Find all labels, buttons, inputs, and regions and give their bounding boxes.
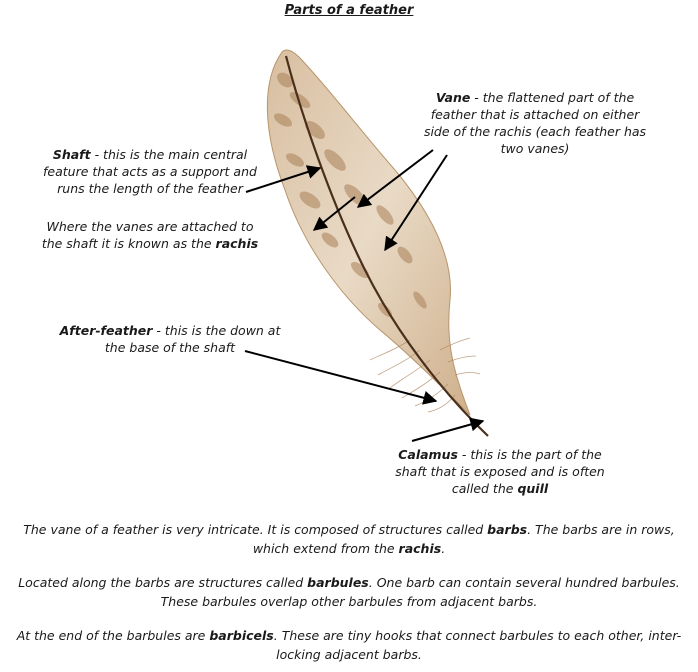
calamus-arrow (412, 421, 483, 441)
paragraph-barbs: The vane of a feather is very intricate. It is composed of structures called barbs. The barbs are in rows, which extend from the rachis. (23, 522, 675, 556)
paragraph-barbules: Located along the barbs are structures called barbules. One barb can contain several hundred barbules. These barbules overlap other barbules from adjacent barbs. (18, 575, 680, 609)
paragraph-barbicels: At the end of the barbules are barbicels. These are tiny hooks that connect barbules to each other, inter- locking adjacent barbs. (16, 628, 682, 662)
page-title: Parts of a feather (284, 3, 414, 18)
after-feather-label: After-feather - this is the down at the base of the shaft (59, 323, 281, 355)
shaft-label: Shaft - this is the main central feature that acts as a support and runs the length of the feather (43, 147, 257, 196)
rachis-label: Where the vanes are attached to the shaft it is known as the rachis (41, 219, 259, 251)
calamus-label: Calamus - this is the part of the shaft that is exposed and is often called the quill (395, 447, 605, 496)
vane-label: Vane - the flattened part of the feather that is attached on either side of the rachis (each feather has two vanes) (423, 90, 647, 156)
